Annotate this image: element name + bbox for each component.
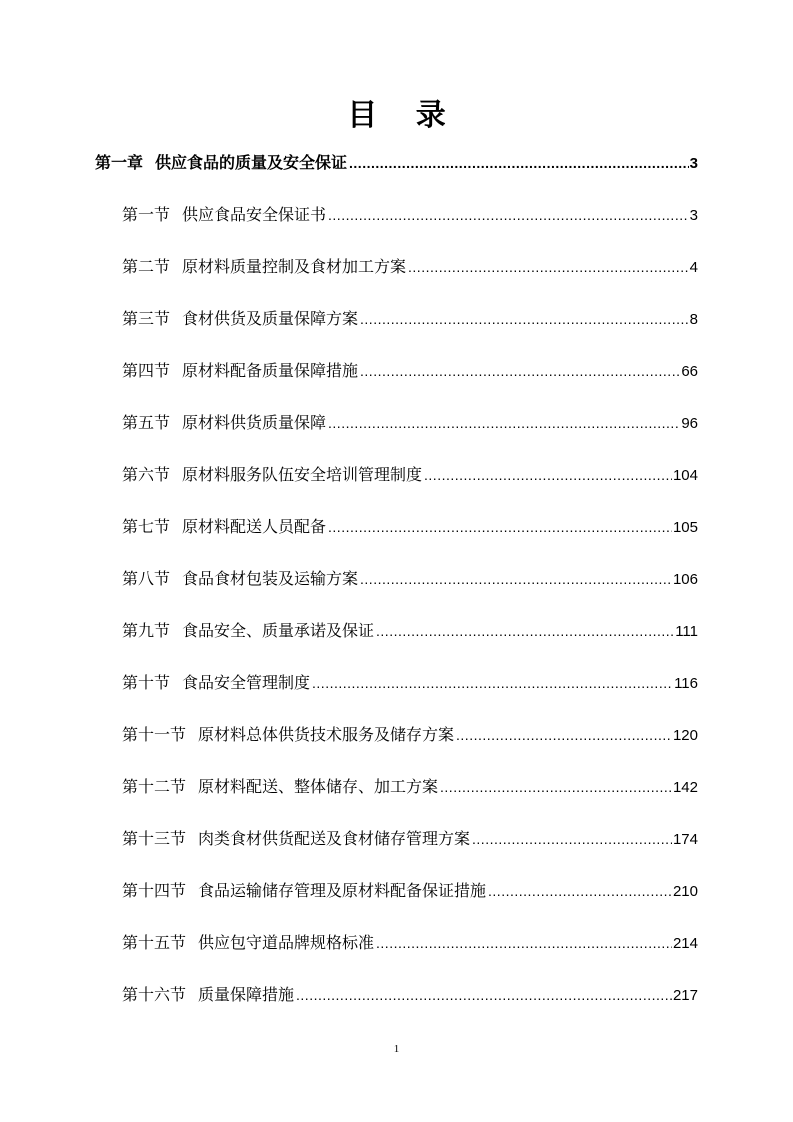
toc-section-15[interactable]	[122, 930, 698, 956]
section-title: 食材供货及质量保障方案	[182, 309, 359, 328]
section-title: 供应食品安全保证书	[182, 205, 327, 224]
dot-leader	[440, 774, 672, 800]
section-number: 第一节	[122, 205, 171, 224]
toc-section-4[interactable]	[122, 358, 698, 384]
toc-section-5[interactable]	[122, 410, 698, 436]
section-page-number: 96	[681, 415, 698, 432]
chapter-title: 供应食品的质量及安全保证	[155, 153, 348, 172]
section-number: 第十二节	[122, 777, 187, 796]
section-title: 食品安全、质量承诺及保证	[182, 621, 375, 640]
dot-leader	[312, 670, 673, 696]
section-title: 原材料服务队伍安全培训管理制度	[182, 465, 423, 484]
section-number: 第六节	[122, 465, 171, 484]
section-page-number: 174	[672, 831, 698, 848]
section-page-number: 8	[689, 311, 698, 328]
section-title: 原材料供货质量保障	[182, 413, 327, 432]
section-page-number: 66	[681, 363, 698, 380]
dot-leader	[328, 514, 672, 540]
toc-section-13[interactable]	[122, 826, 698, 852]
section-page-number: 142	[672, 779, 698, 796]
section-title: 原材料质量控制及食材加工方案	[182, 257, 407, 276]
toc-section-11[interactable]	[122, 722, 698, 748]
section-page-number: 106	[672, 571, 698, 588]
section-number: 第九节	[122, 621, 171, 640]
dot-leader	[296, 982, 672, 1008]
section-page-number: 217	[672, 987, 698, 1004]
section-title: 原材料配送人员配备	[182, 517, 327, 536]
dot-leader	[328, 202, 689, 228]
section-title: 肉类食材供货配送及食材储存管理方案	[198, 829, 471, 848]
section-page-number: 120	[672, 727, 698, 744]
toc-section-10[interactable]	[122, 670, 698, 696]
dot-leader	[456, 722, 672, 748]
page-folio-number: 1	[393, 1043, 400, 1055]
section-number: 第十节	[122, 673, 171, 692]
section-title: 原材料配备质量保障措施	[182, 361, 359, 380]
section-title: 原材料总体供货技术服务及储存方案	[198, 725, 455, 744]
section-number: 第十四节	[122, 881, 187, 900]
dot-leader	[328, 410, 680, 436]
section-number: 第十三节	[122, 829, 187, 848]
section-number: 第五节	[122, 413, 171, 432]
toc-section-8[interactable]	[122, 566, 698, 592]
toc-section-12[interactable]	[122, 774, 698, 800]
section-title: 原材料配送、整体储存、加工方案	[198, 777, 439, 796]
section-page-number: 116	[674, 675, 698, 692]
toc-section-3[interactable]	[122, 306, 698, 332]
dot-leader	[472, 826, 672, 852]
dot-leader	[488, 878, 672, 904]
section-number: 第四节	[122, 361, 171, 380]
section-number: 第十六节	[122, 985, 187, 1004]
section-page-number: 210	[672, 883, 698, 900]
toc-section-1[interactable]	[122, 202, 698, 228]
section-number: 第二节	[122, 257, 171, 276]
toc-section-6[interactable]	[122, 462, 698, 488]
section-number: 第七节	[122, 517, 171, 536]
toc-section-7[interactable]	[122, 514, 698, 540]
section-number: 第八节	[122, 569, 171, 588]
toc-section-14[interactable]	[122, 878, 698, 904]
section-title: 食品运输储存管理及原材料配备保证措施	[198, 881, 487, 900]
dot-leader	[376, 618, 674, 644]
dot-leader	[349, 150, 689, 176]
section-page-number: 104	[672, 467, 698, 484]
chapter-page-number: 3	[689, 155, 698, 172]
section-page-number: 111	[675, 623, 698, 640]
section-title: 食品食材包装及运输方案	[182, 569, 359, 588]
dot-leader	[360, 566, 672, 592]
dot-leader	[424, 462, 672, 488]
section-page-number: 4	[689, 259, 698, 276]
section-number: 第十一节	[122, 725, 187, 744]
section-page-number: 3	[689, 207, 698, 224]
section-page-number: 214	[672, 935, 698, 952]
toc-section-2[interactable]	[122, 254, 698, 280]
dot-leader	[376, 930, 672, 956]
toc-section-9[interactable]	[122, 618, 698, 644]
dot-leader	[408, 254, 689, 280]
section-title: 供应包守道品牌规格标准	[198, 933, 375, 952]
toc-title: 目 录	[347, 98, 460, 133]
section-page-number: 105	[672, 519, 698, 536]
toc-section-16[interactable]	[122, 982, 698, 1008]
dot-leader	[360, 358, 680, 384]
section-title: 食品安全管理制度	[182, 673, 311, 692]
section-number: 第十五节	[122, 933, 187, 952]
section-number: 第三节	[122, 309, 171, 328]
section-title: 质量保障措施	[198, 985, 295, 1004]
dot-leader	[360, 306, 689, 332]
toc-chapter-1[interactable]	[95, 150, 698, 176]
chapter-number: 第一章	[95, 153, 144, 172]
